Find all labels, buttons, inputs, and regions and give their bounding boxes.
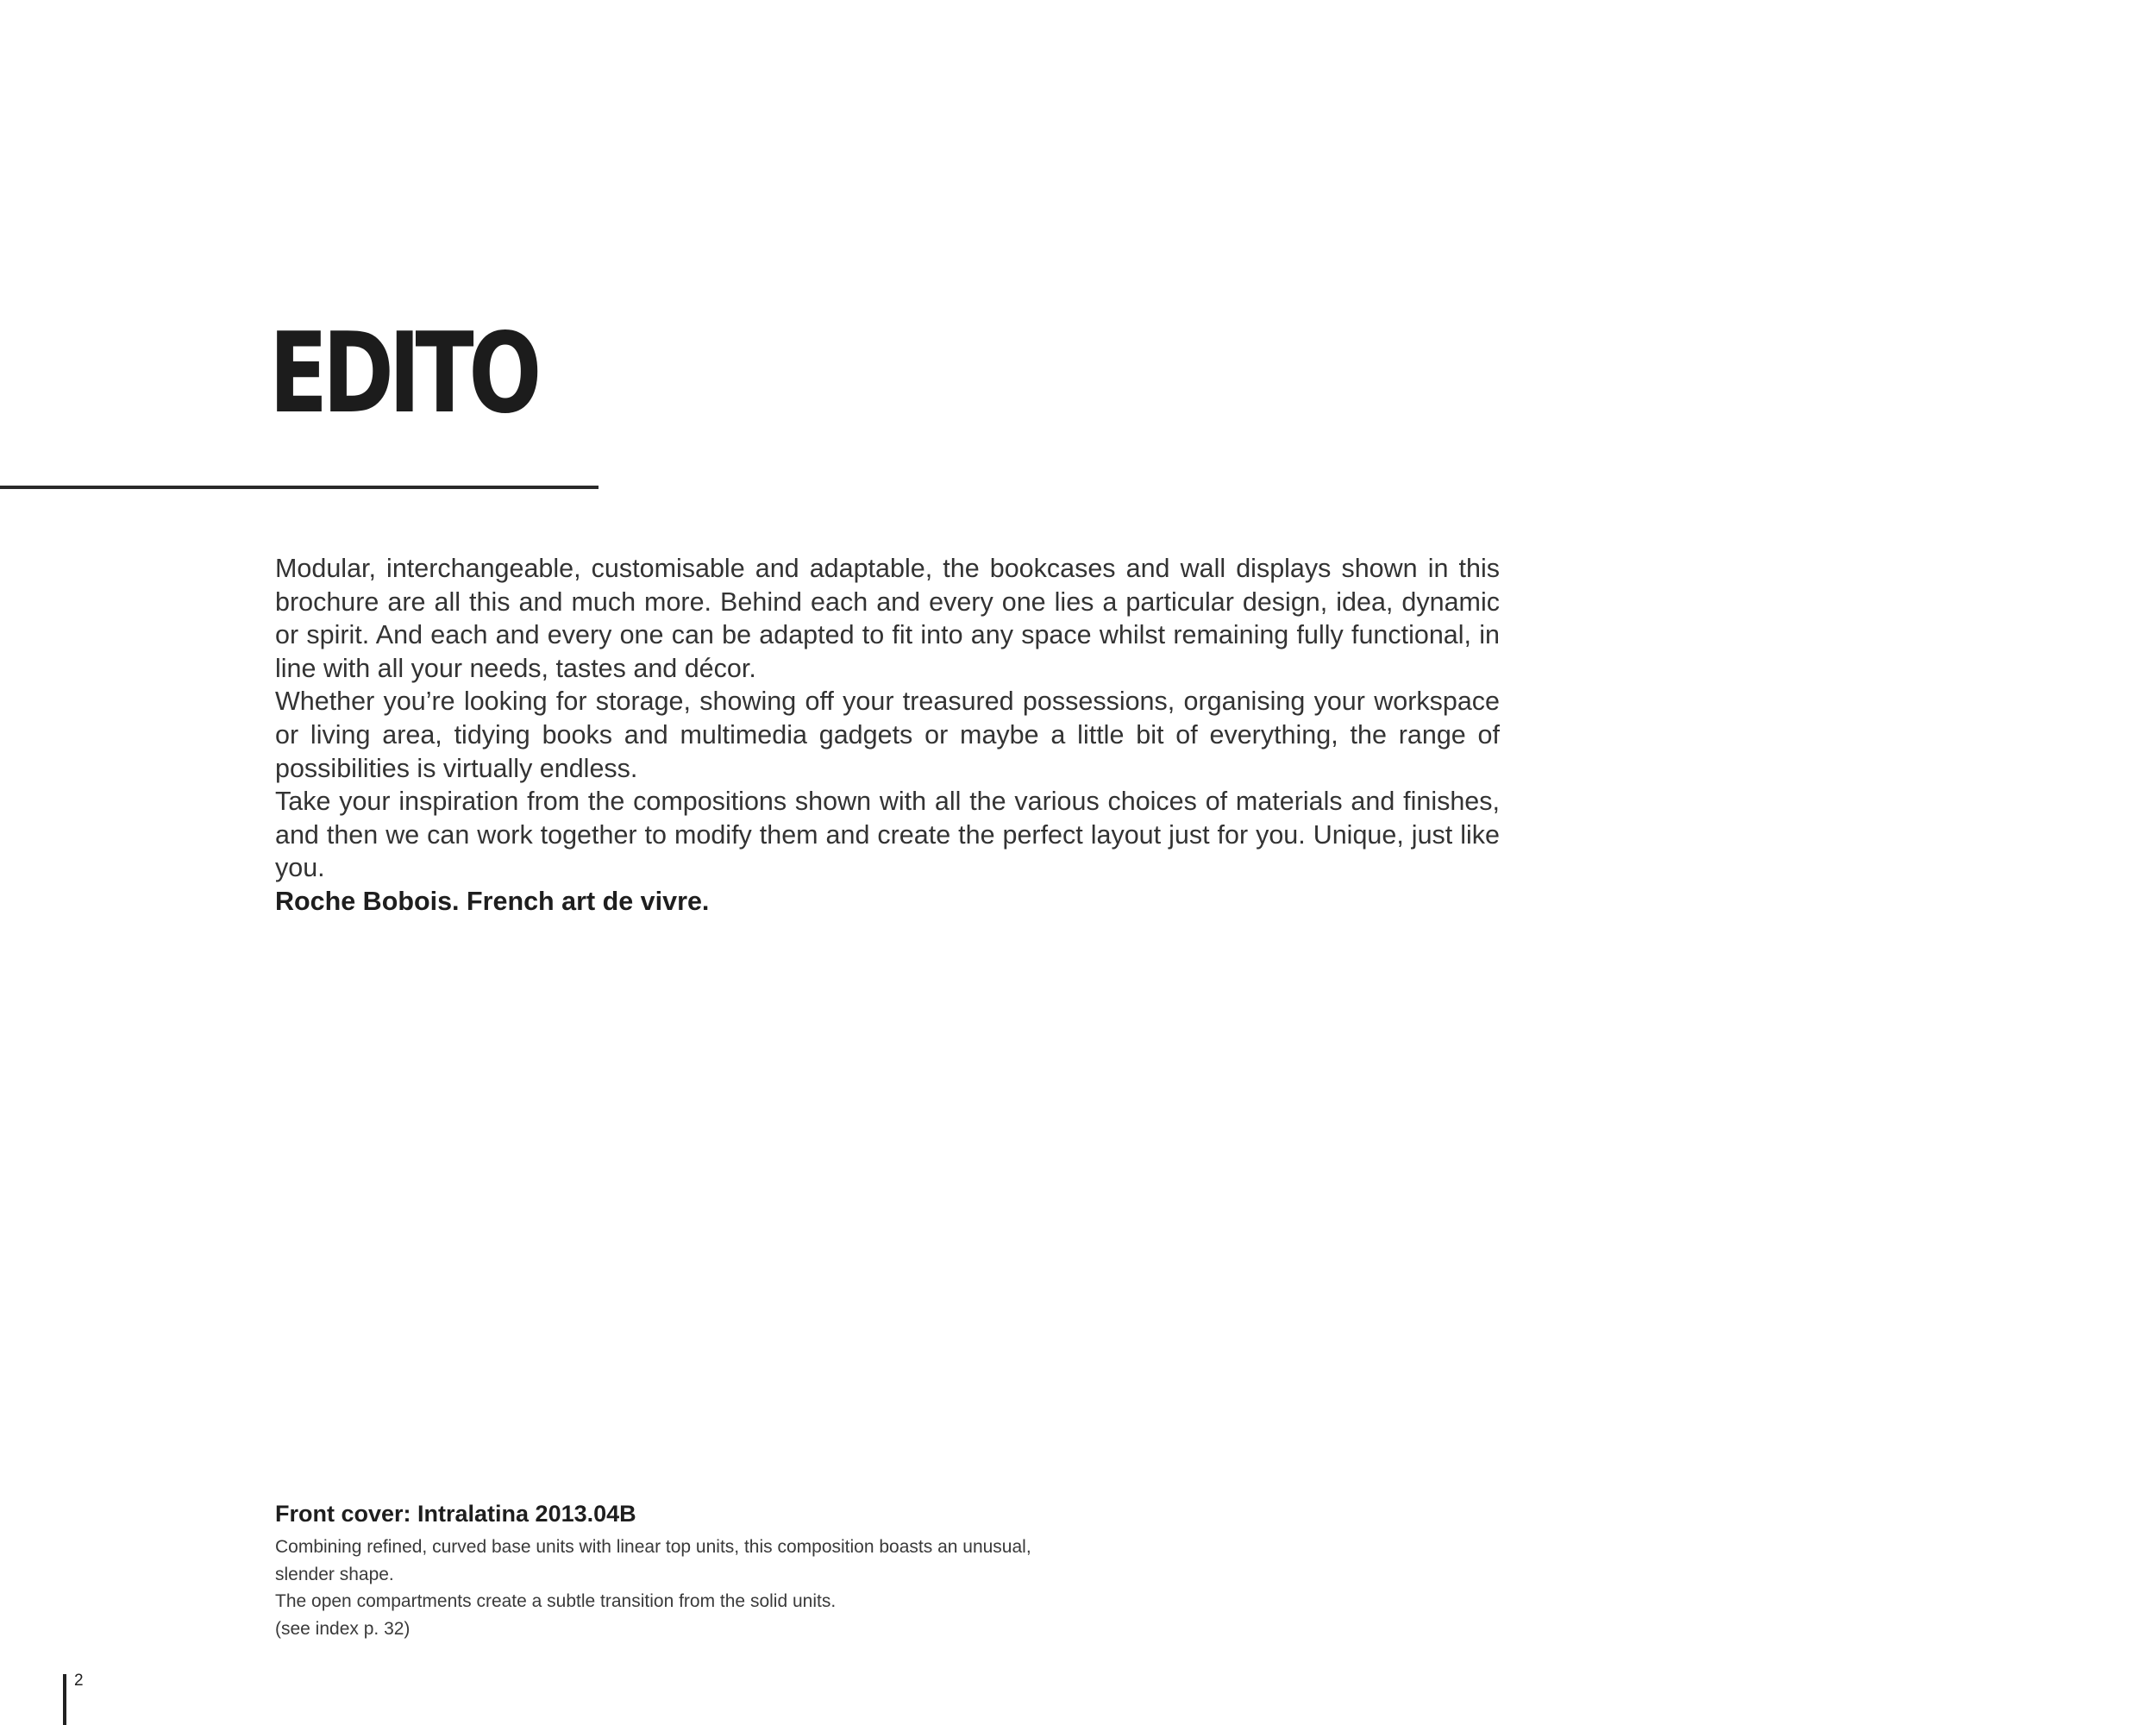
caption-line: Combining refined, curved base units with linear top units, this composition boasts an unusual,	[275, 1537, 1031, 1557]
page-marker-bar	[63, 1674, 66, 1725]
caption-line: slender shape.	[275, 1564, 394, 1584]
brand-signoff: Roche Bobois. French art de vivre.	[275, 886, 710, 916]
caption-title: Front cover: Intralatina 2013.04B	[275, 1501, 636, 1527]
title-divider	[0, 486, 599, 489]
caption-line: (see index p. 32)	[275, 1618, 411, 1639]
body-paragraph: Take your inspiration from the compositions shown with all the various choices of materials and finishes, and then we can work together to modify them and create the perfect layout just for you. Unique, just like you.	[275, 787, 1500, 883]
front-cover-caption	[275, 1499, 1138, 1642]
page-title: EDITO	[269, 310, 537, 438]
body-paragraph: Modular, interchangeable, customisable and adaptable, the bookcases and wall displays shown in this brochure are all this and much more. Behind each and every one lies a particular design, idea, dynamic or spirit. And each and every one can be adapted to fit into any space whilst remaining fully functional, in line with all your needs, tastes and décor.	[275, 554, 1500, 683]
body-paragraph: Whether you’re looking for storage, showing off your treasured possessions, organising your workspace or living area, tidying books and multimedia gadgets or maybe a little bit of everything, the range of possibilities is virtually endless.	[275, 687, 1500, 783]
page-number: 2	[74, 1672, 84, 1690]
editorial-body	[275, 552, 1500, 919]
caption-line: The open compartments create a subtle transition from the solid units.	[275, 1591, 837, 1611]
